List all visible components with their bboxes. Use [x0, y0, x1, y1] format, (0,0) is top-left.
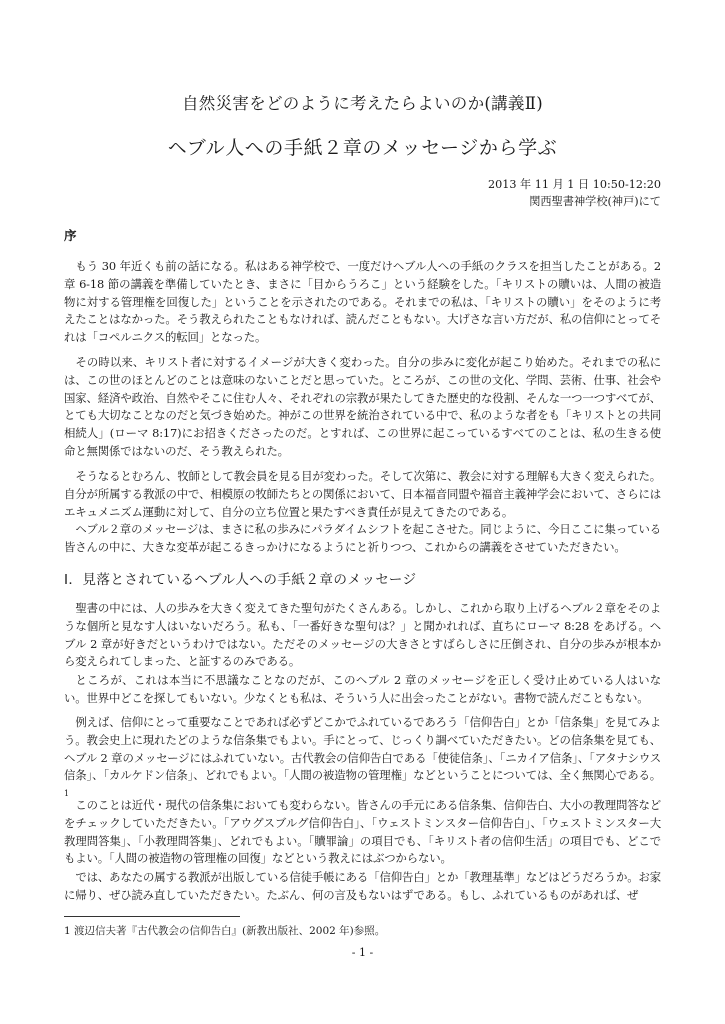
- footnote-mark: 1: [64, 789, 69, 799]
- paragraph-intro-1: もう 30 年近くも前の話になる。私はある神学校で、一度だけヘブル人への手紙のクラスを担当したことがある。2 章 6-18 節の講義を準備していたとき、まさに「目からうろこ」という経験をした。「キリストの贖いは、人間の被造物に対する管理権を回復した」ということを示されたのである。それまでの私は、「キリストの贖い」をそのように考えたことはなかった。そう教えられたこともなければ、読んだこともない。大げさな言い方だが、私の信仰にとってそれは「コペルニクス的転回」となった。: [64, 259, 661, 345]
- paragraph-1-5: では、あなたの属する教派が出版している信徒手帳にある「信仰告白」とか「教理基準」などはどうだろうか。お家に帰り、ぜひ読み直していただきたい。たぶん、何の言及もないはずである。もし、ふれているものがあれば、ぜ: [64, 870, 661, 902]
- footnote-divider: [64, 916, 240, 917]
- intro-heading: 序: [64, 228, 77, 243]
- paragraph-intro-4: ヘブル２章のメッセージは、まさに私の歩みにパラダイムシフトを起こさせた。同じように、今日ここに集っている皆さんの中に、大きな変革が起こるきっかけになるようにと祈りつつ、これからの講義をさせていただきたい。: [64, 522, 661, 554]
- footnote: 1 渡辺信夫著『古代教会の信仰告白』(新教出版社、2002 年)参照。: [64, 925, 386, 937]
- paragraph-intro-3: そうなるとむろん、牧師として教会員を見る目が変わった。そして次第に、教会に対する理解も大きく変えられた。自分が所属する教派の中で、相模原の牧師たちとの関係において、日本福音同盟や福音主義神学会において、さらにはエキュメニズム運動に対して、自分の立ち位置と果たすべき責任が見えてきたのである。: [64, 469, 661, 519]
- section-1-heading: Ⅰ．見落とされているヘブル人への手紙２章のメッセージ: [64, 572, 417, 588]
- paragraph-1-1: 聖書の中には、人の歩みを大きく変えてきた聖句がたくさんある。しかし、これから取り上げるヘブル２章をそのような個所と見なす人はいないだろう。私も、「一番好きな聖句は？」と聞かれれば、直ちにローマ 8:28 をあげる。ヘブル 2 章が好きだというわけではない。ただそのメッセージの大きさとすばらしさに圧倒され、自分の歩みが根本から変えられてしまった、と証するのみである。: [64, 601, 661, 669]
- lecture-subtitle: 自然災害をどのように考えたらよいのか(講義Ⅱ): [182, 94, 543, 113]
- dateline: [488, 176, 661, 210]
- paragraph-1-4: このことは近代・現代の信条集においても変わらない。皆さんの手元にある信条集、信仰告白、大小の教理問答などをチェックしていただきたい。「アウグスブルグ信仰告白」、「ウェストミンスター信仰告白」、「ウェストミンスター大教理問答集」、「小教理問答集」、どれでもよい。「贖罪論」の項目でも、「キリスト者の信仰生活」の項目でも、どこでもよい。「人間の被造物の管理権の回復」などという教えにはぶつからない。: [64, 798, 661, 866]
- lecture-place: 関西聖書神学校(神戸)にて: [529, 195, 661, 208]
- page-number: - 1 -: [351, 946, 374, 959]
- paragraph-1-3-text: 例えば、信仰にとって重要なことであれば必ずどこかでふれているであろう「信仰告白」とか「信条集」を見てみよう。教会史上に現れたどのような信条集でもよい。手にとって、じっくり調べていただきたい。どの信条集を見ても、ヘブル 2 章のメッセージにはふれていない。古代教会の信仰告白である「使徒信条」、「ニカイア信条」、「アタナシウス信条」、「カルケドン信条」、どれでもよい。「人間の被造物の管理権」などということについては、全く無関心である。: [64, 715, 661, 783]
- lecture-date: 2013 年 11 月 1 日 10:50-12:20: [488, 178, 661, 191]
- page-title: ヘブル人への手紙２章のメッセージから学ぶ: [167, 137, 558, 159]
- paragraph-1-3: [64, 714, 661, 807]
- paragraph-1-2: ところが、これは本当に不思議なことなのだが、このヘブル 2 章のメッセージを正しく受け止めている人はいない。世界中どこを探してもいない。少なくとも私は、そういう人に出会ったことがない。書物で読んだこともない。: [64, 673, 661, 705]
- paragraph-intro-2: その時以来、キリスト者に対するイメージが大きく変わった。自分の歩みに変化が起こり始めた。それまでの私には、この世のほとんどのことは意味のないことだと思っていた。ところが、この世の文化、学問、芸術、仕事、社会や国家、経済や政治、自然やそこに住む人々、それぞれの宗教が果たしてきた歴史的な役割、そんな一つ一つすべてが、とても大切なことなのだと気づき始めた。神がこの世界を統治されている中で、私のような者をも「キリストとの共同相続人」(ローマ 8:17)にお招きくださったのだ。とすれば、この世界に起こっているすべてのことは、私の生きる使命と無関係ではないのだ、そう教えられた。: [64, 355, 661, 458]
